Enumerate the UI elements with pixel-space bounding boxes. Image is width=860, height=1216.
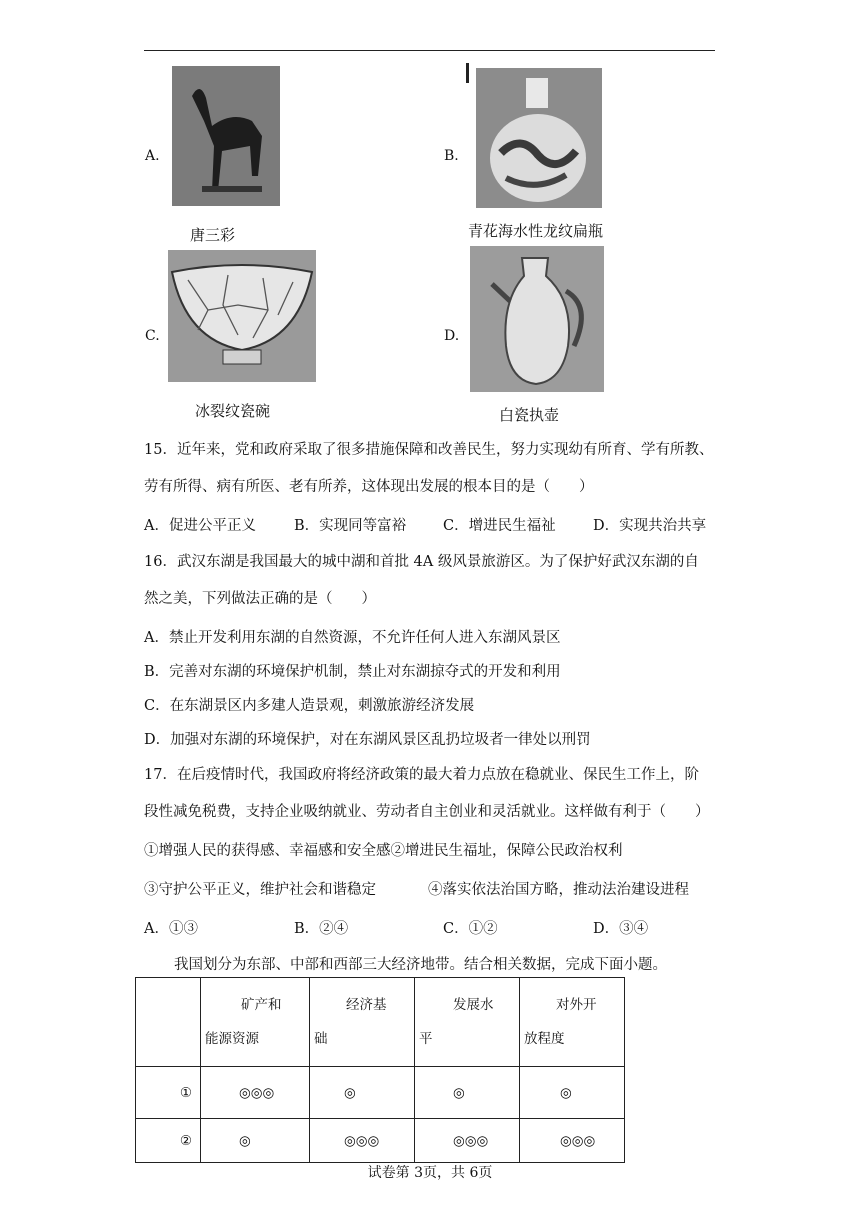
table-cell: ◎◎◎ <box>520 1119 625 1163</box>
table-corner-cell <box>136 978 201 1067</box>
economic-zones-table <box>135 977 625 1163</box>
table-cell: ◎◎◎ <box>415 1119 520 1163</box>
q17-option-d[interactable]: D．③④ <box>593 921 649 937</box>
image-option-b-letter: B. <box>444 148 459 164</box>
q16-option-b[interactable]: B．完善对东湖的环境保护机制，禁止对东湖掠夺式的开发和利用 <box>144 664 561 680</box>
table-cell: ◎ <box>201 1119 310 1163</box>
image-option-c-letter: C. <box>145 328 160 344</box>
q16-stem-line1: 16．武汉东湖是我国最大的城中湖和首批 4A 级风景旅游区。为了保护好武汉东湖的自 <box>144 554 699 570</box>
ewer-image <box>470 246 604 392</box>
row-label: ① <box>136 1067 201 1119</box>
row-label: ② <box>136 1119 201 1163</box>
q15-option-c[interactable]: C．增进民生福祉 <box>443 518 556 534</box>
q17-statement-3: ③守护公平正义，维护社会和谐稳定 <box>144 882 376 898</box>
table-row <box>136 1067 625 1119</box>
q17-statement-4: ④落实依法治国方略，推动法治建设进程 <box>428 882 689 898</box>
table-header-resources: 矿产和 能源资源 <box>201 978 310 1067</box>
crackle-bowl-image <box>168 250 316 382</box>
table-cell: ◎◎◎ <box>201 1067 310 1119</box>
q15-stem-line1: 15．近年来，党和政府采取了很多措施保障和改善民生，努力实现幼有所育、学有所教、 <box>144 442 714 458</box>
table-row <box>136 1119 625 1163</box>
table-header-row <box>136 978 625 1067</box>
flask-vase-image <box>466 63 606 211</box>
q15-option-d[interactable]: D．实现共治共享 <box>593 518 707 534</box>
q17-option-a[interactable]: A．①③ <box>144 921 198 937</box>
q16-stem-line2: 然之美，下列做法正确的是（ ） <box>144 591 376 607</box>
table-cell: ◎ <box>520 1067 625 1119</box>
q16-option-c[interactable]: C．在东湖景区内多建人造景观，刺激旅游经济发展 <box>144 698 475 714</box>
q15-stem-line2: 劳有所得、病有所医、老有所养，这体现出发展的根本目的是（ ） <box>144 479 594 495</box>
table-header-economic-base: 经济基 础 <box>310 978 415 1067</box>
q17-option-c[interactable]: C．①② <box>443 921 498 937</box>
q15-option-a[interactable]: A．促进公平正义 <box>144 518 256 534</box>
page-footer: 试卷第 3页，共 6页 <box>367 1165 493 1181</box>
table-cell: ◎ <box>415 1067 520 1119</box>
q17-option-b[interactable]: B．②④ <box>294 921 349 937</box>
header-rule <box>144 50 715 51</box>
q17-stem-line1: 17．在后疫情时代，我国政府将经济政策的最大着力点放在稳就业、保民生工作上，阶 <box>144 767 699 783</box>
image-b-caption: 青花海水性龙纹扁瓶 <box>468 222 604 240</box>
image-option-a-letter: A. <box>145 148 160 164</box>
image-c-caption: 冰裂纹瓷碗 <box>195 402 271 420</box>
table-cell: ◎ <box>310 1067 415 1119</box>
q15-option-b[interactable]: B．实现同等富裕 <box>294 518 407 534</box>
table-header-development: 发展水 平 <box>415 978 520 1067</box>
table-cell: ◎◎◎ <box>310 1119 415 1163</box>
image-option-d-letter: D. <box>444 328 460 344</box>
image-d-caption: 白瓷执壶 <box>499 406 560 424</box>
q16-option-a[interactable]: A．禁止开发利用东湖的自然资源，不允许任何人进入东湖风景区 <box>144 630 561 646</box>
table-header-openness: 对外开 放程度 <box>520 978 625 1067</box>
q17-statement-1-2: ①增强人民的获得感、幸福感和安全感②增进民生福址，保障公民政治权利 <box>144 843 623 859</box>
q17-stem-line2: 段性减免税费，支持企业吸纳就业、劳动者自主创业和灵活就业。这样做有利于（ ） <box>144 804 710 820</box>
table-intro: 我国划分为东部、中部和西部三大经济地带。结合相关数据，完成下面小题。 <box>174 957 667 973</box>
image-a-caption: 唐三彩 <box>190 226 236 244</box>
camel-figure-image <box>172 66 280 206</box>
q16-option-d[interactable]: D．加强对东湖的环境保护，对在东湖风景区乱扔垃圾者一律处以刑罚 <box>144 732 591 748</box>
